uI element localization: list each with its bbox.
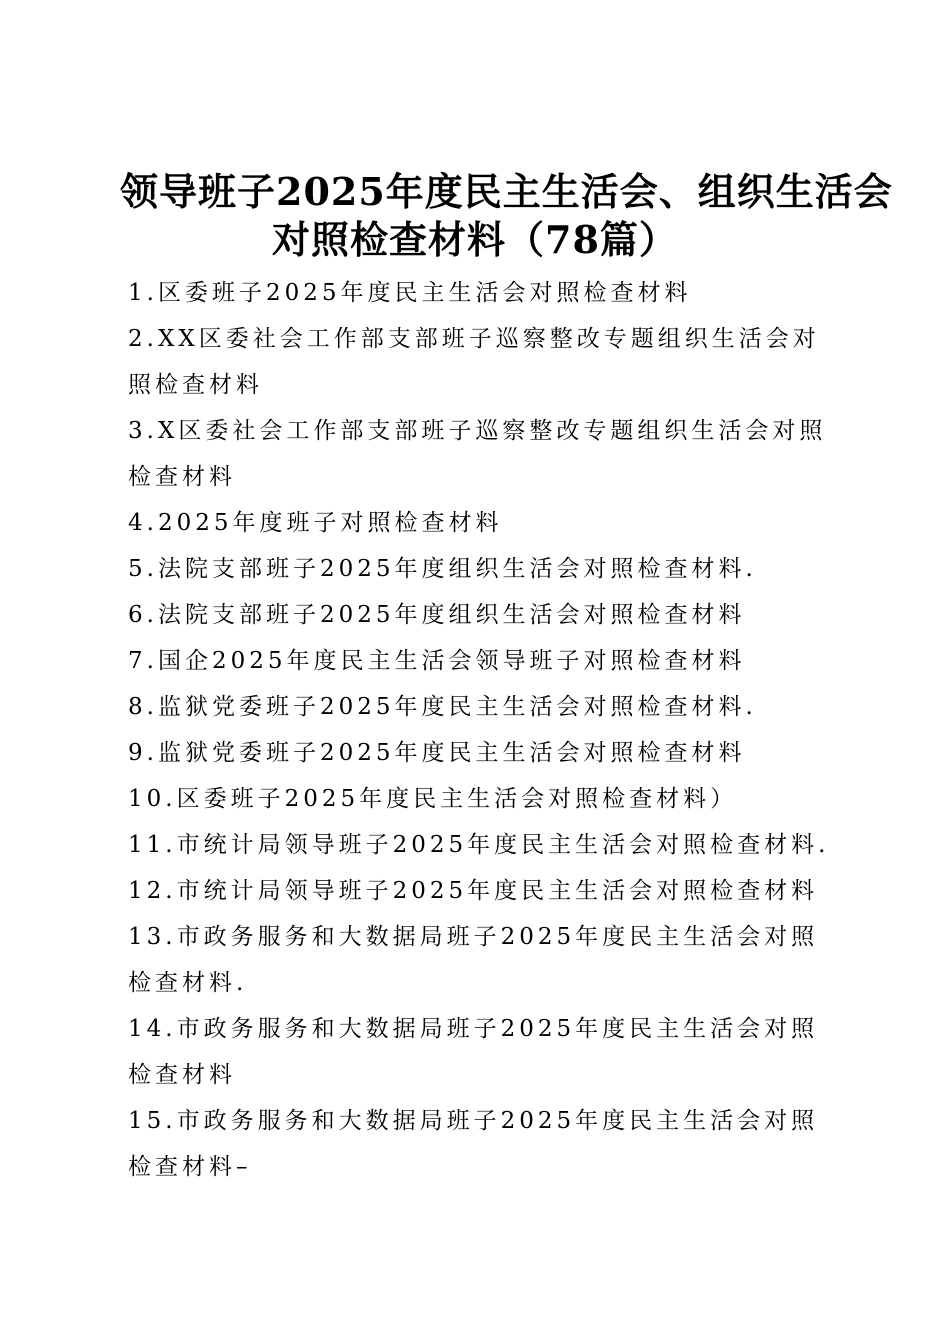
document-title-line-2: 对照检查材料（78篇） [272,217,678,262]
toc-item-6: 6.法院支部班子2025年度组织生活会对照检查材料 [128,602,746,628]
toc-item-3: 3.X区委社会工作部支部班子巡察整改专题组织生活会对照检查材料 [128,418,827,490]
toc-item-12: 12.市统计局领导班子2025年度民主生活会对照检查材料 [128,878,819,904]
toc-item-10: 10.区委班子2025年度民主生活会对照检查材料） [128,786,738,812]
toc-item-2: 2.XX区委社会工作部支部班子巡察整改专题组织生活会对照检查材料 [128,326,820,398]
toc-item-4: 4.2025年度班子对照检查材料 [128,510,503,536]
toc-item-11: 11.市统计局领导班子2025年度民主生活会对照检查材料. [128,832,830,858]
toc-item-9: 9.监狱党委班子2025年度民主生活会对照检查材料 [128,740,746,766]
toc-item-7: 7.国企2025年度民主生活会领导班子对照检查材料 [128,648,746,674]
toc-list [128,270,834,1190]
toc-item-8: 8.监狱党委班子2025年度民主生活会对照检查材料. [128,694,757,720]
toc-item-5: 5.法院支部班子2025年度组织生活会对照检查材料. [128,556,757,582]
toc-item-15: 15.市政务服务和大数据局班子2025年度民主生活会对照检查材料– [128,1108,819,1180]
document-title-line-1: 领导班子2025年度民主生活会、组织生活会 [120,169,893,214]
toc-item-13: 13.市政务服务和大数据局班子2025年度民主生活会对照检查材料. [128,924,819,996]
toc-item-14: 14.市政务服务和大数据局班子2025年度民主生活会对照检查材料 [128,1016,819,1088]
toc-item-1: 1.区委班子2025年度民主生活会对照检查材料 [128,280,692,306]
